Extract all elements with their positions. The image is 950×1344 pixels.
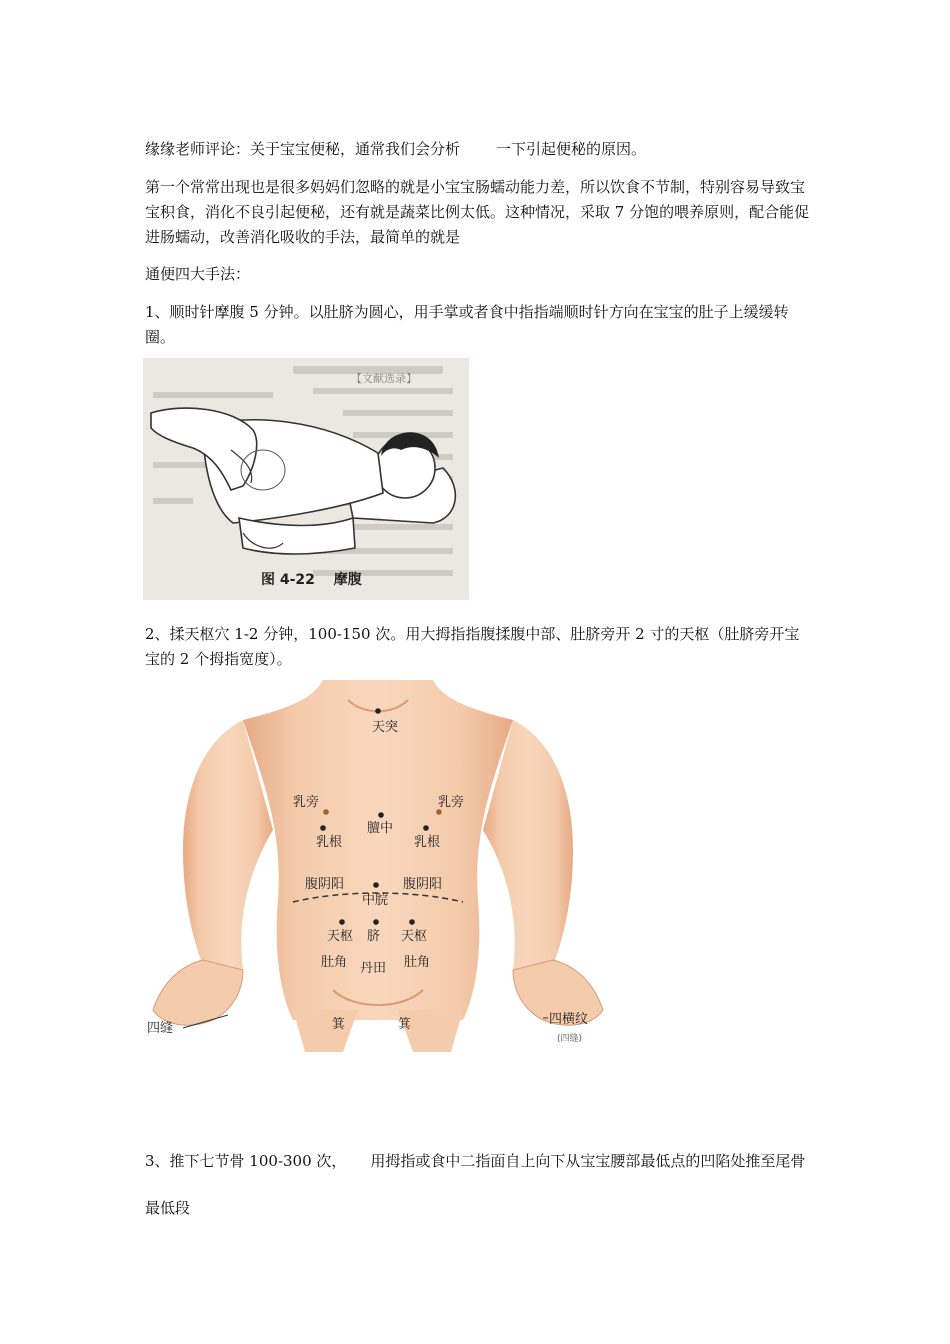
point-label-sihengwen: 四横纹: [549, 1012, 589, 1027]
intro-paragraph: [145, 137, 810, 162]
point-label-zhongwan: 中脘: [362, 893, 389, 908]
point-label-fuyinyang-left: 腹阴阳: [305, 877, 345, 892]
point-label-dujiao-right: 肚角: [404, 955, 431, 970]
point-label-tanzhong: 膻中: [367, 821, 394, 836]
cause-paragraph: 第一个常常出现也是很多妈妈们忽略的就是小宝宝肠蠕动能力差，所以饮食不节制，特别容易导致宝宝积食，消化不良引起便秘，还有就是蔬菜比例太低。这种情况，采取 7 分饱的喂养原则，配合能促进肠蠕动，改善消化吸收的手法，最简单的就是: [145, 178, 810, 246]
point-label-rugen-right: 乳根: [414, 835, 441, 850]
step-3-paragraph: [145, 1138, 810, 1232]
point-label-ji-right: 箕: [398, 1017, 412, 1032]
point-label-dujiao-left: 肚角: [321, 955, 348, 970]
point-label-sifeng: 四缝: [147, 1021, 174, 1036]
point-label-qi: 脐: [367, 929, 381, 944]
intro-text-b: 一下引起便秘的原因。: [496, 140, 647, 158]
point-label-tianshu-right: 天枢: [401, 929, 428, 944]
point-label-fuyinyang-right: 腹阴阳: [403, 877, 443, 892]
methods-heading: 通便四大手法：: [145, 265, 251, 283]
figure-caption: 图 4-22 摩腹: [261, 572, 362, 588]
intro-text-a: 缘缘老师评论：关于宝宝便秘，通常我们会分析: [145, 140, 461, 158]
point-label-rugen-left: 乳根: [316, 835, 343, 850]
step-2-paragraph: 2、揉天枢穴 1-2 分钟，100-150 次。用大拇指指腹揉腹中部、肚脐旁开 2 寸的天枢（肚脐旁开宝宝的 2 个拇指宽度）。: [145, 625, 800, 668]
massage-figure: [143, 358, 469, 600]
acupoint-figure: [143, 680, 613, 1052]
point-label-dantian: 丹田: [360, 961, 387, 976]
point-label-tianshu-left: 天枢: [327, 929, 354, 944]
point-label-ji-left: 箕: [332, 1017, 346, 1032]
step-1-paragraph: 1、顺时针摩腹 5 分钟。以肚脐为圆心，用手掌或者食中指指端顺时针方向在宝宝的肚子上缓缓转圈。: [145, 303, 789, 346]
point-label-rupang-right: 乳旁: [438, 795, 465, 810]
step-3-text-a: 3、推下七节骨 100-300 次，: [145, 1152, 347, 1170]
point-label-rupang-left: 乳旁: [293, 795, 320, 810]
figure-header-text: 【文献选录】: [351, 372, 417, 385]
acupoint-body-chart: [143, 680, 613, 1052]
massage-illustration: [143, 358, 469, 600]
point-label-tiantu: 天突: [372, 720, 399, 735]
point-label-sihengwen-sub: (四缝): [557, 1034, 583, 1044]
step-3-text-b: 用拇指或食中二指面自上向下从宝宝腰部最低点的凹陷处推至尾骨最低段: [145, 1152, 806, 1217]
